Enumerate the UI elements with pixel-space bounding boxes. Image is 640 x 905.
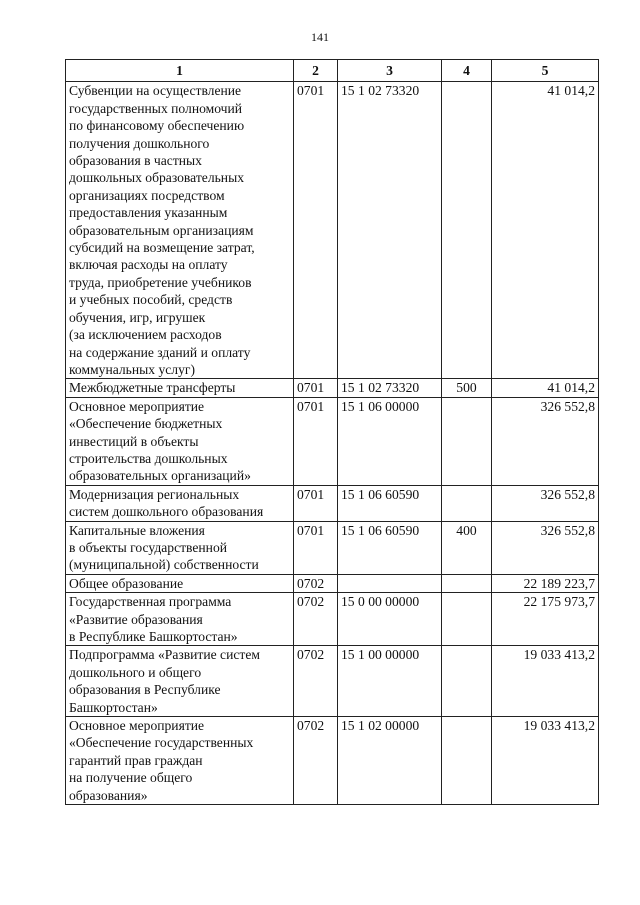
header-row [66,60,599,82]
table-row [66,717,599,805]
cell-target: 15 0 00 00000 [338,593,442,646]
cell-name: Модернизация региональных систем дошкольного образования [66,485,294,521]
cell-kind: 400 [442,521,492,574]
cell-amount: 22 175 973,7 [492,593,599,646]
cell-target: 15 1 02 73320 [338,379,442,397]
cell-target: 15 1 02 73320 [338,82,442,379]
cell-section: 0701 [294,82,338,379]
table-row [66,397,599,485]
column-header-target: 3 [338,60,442,82]
table-row [66,521,599,574]
cell-kind [442,574,492,592]
column-header-section: 2 [294,60,338,82]
cell-amount: 326 552,8 [492,485,599,521]
cell-target: 15 1 06 60590 [338,485,442,521]
cell-name: Межбюджетные трансферты [66,379,294,397]
cell-amount: 41 014,2 [492,379,599,397]
cell-name: Капитальные вложения в объекты государственной (муниципальной) собственности [66,521,294,574]
cell-target: 15 1 06 00000 [338,397,442,485]
cell-section: 0701 [294,485,338,521]
cell-kind [442,717,492,805]
budget-table [65,59,599,805]
page-number: 141 [311,30,329,44]
cell-amount: 326 552,8 [492,521,599,574]
cell-target: 15 1 06 60590 [338,521,442,574]
cell-amount: 41 014,2 [492,82,599,379]
cell-kind: 500 [442,379,492,397]
cell-kind [442,646,492,717]
cell-amount: 19 033 413,2 [492,646,599,717]
cell-name: Основное мероприятие «Обеспечение бюджетных инвестиций в объекты строительства дошкольных образовательных организаций» [66,397,294,485]
cell-section: 0701 [294,521,338,574]
cell-section: 0701 [294,379,338,397]
table-row [66,574,599,592]
table-row [66,593,599,646]
cell-section: 0702 [294,574,338,592]
cell-name: Государственная программа «Развитие образования в Республике Башкортостан» [66,593,294,646]
cell-amount: 19 033 413,2 [492,717,599,805]
cell-section: 0701 [294,397,338,485]
cell-name: Субвенции на осуществление государственных полномочий по финансовому обеспечению получения дошкольного образования в частных дошкольных образовательных организациях посредством предоставления указанным образовательным организациям субсидий на возмещение затрат, включая расходы на оплату труда, приобретение учебников и учебных пособий, средств обучения, игр, игрушек (за исключением расходов на содержание зданий и оплату коммунальных услуг) [66,82,294,379]
cell-target: 15 1 02 00000 [338,717,442,805]
cell-section: 0702 [294,593,338,646]
column-header-kind: 4 [442,60,492,82]
cell-amount: 22 189 223,7 [492,574,599,592]
cell-target [338,574,442,592]
table-row [66,82,599,379]
cell-kind [442,82,492,379]
cell-kind [442,397,492,485]
cell-section: 0702 [294,646,338,717]
cell-name: Общее образование [66,574,294,592]
table-row [66,485,599,521]
cell-name: Подпрограмма «Развитие систем дошкольного и общего образования в Республике Башкортостан» [66,646,294,717]
cell-name: Основное мероприятие «Обеспечение государственных гарантий прав граждан на получение общего образования» [66,717,294,805]
column-header-name: 1 [66,60,294,82]
cell-kind [442,593,492,646]
cell-amount: 326 552,8 [492,397,599,485]
column-header-amount: 5 [492,60,599,82]
table-row [66,646,599,717]
cell-kind [442,485,492,521]
cell-target: 15 1 00 00000 [338,646,442,717]
table-row [66,379,599,397]
cell-section: 0702 [294,717,338,805]
